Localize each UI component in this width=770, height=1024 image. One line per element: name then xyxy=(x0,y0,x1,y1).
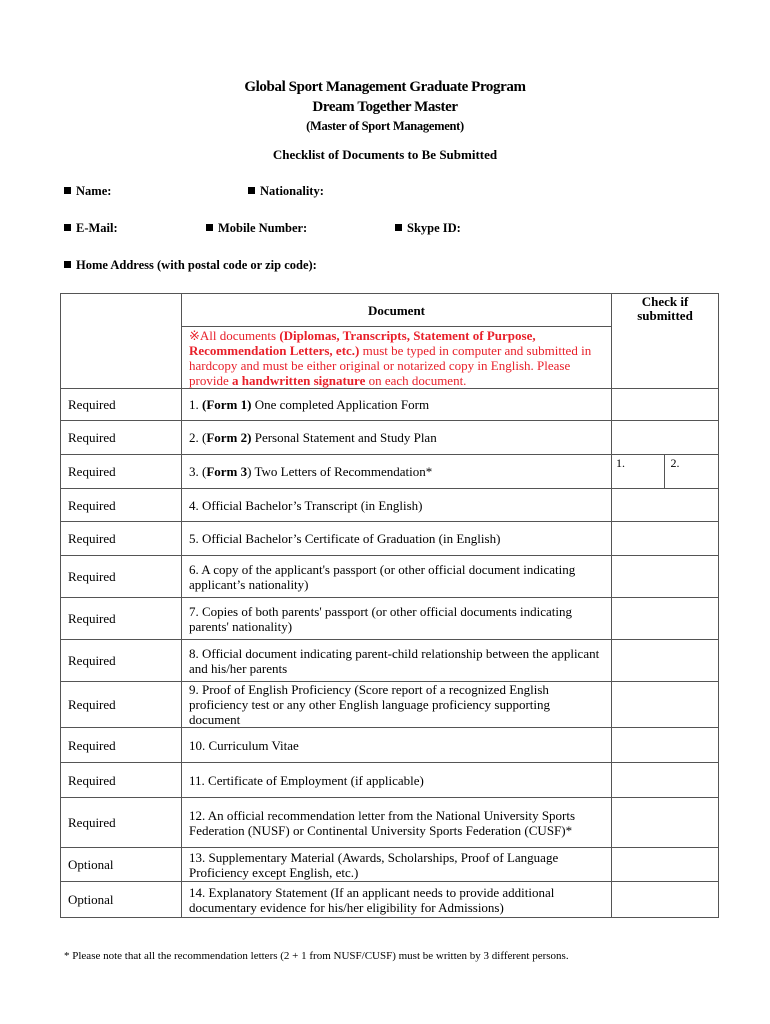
table-row xyxy=(61,598,719,640)
table-row xyxy=(61,389,719,421)
row-document: 8. Official document indicating parent-child relationship between the applicant and his/her parents xyxy=(182,640,612,682)
row-document: 5. Official Bachelor’s Certificate of Graduation (in English) xyxy=(182,522,612,556)
check-cell[interactable] xyxy=(612,682,719,728)
check-cell[interactable] xyxy=(612,763,719,798)
nationality-label: Nationality: xyxy=(260,184,324,198)
footnote: * Please note that all the recommendation letters (2 + 1 from NUSF/CUSF) must be written by 3 different persons. xyxy=(64,950,569,962)
table-row xyxy=(61,848,719,882)
email-field[interactable] xyxy=(64,221,118,236)
row-status: Optional xyxy=(61,848,182,882)
row-num: 3. ( xyxy=(189,464,207,479)
table-row xyxy=(61,489,719,522)
name-label: Name: xyxy=(76,184,112,198)
row-document: 6. A copy of the applicant's passport (or other official document indicating applicant’s nationality) xyxy=(182,556,612,598)
row-status: Required xyxy=(61,556,182,598)
bullet-square-icon xyxy=(64,224,71,231)
table-row xyxy=(61,682,719,728)
row-status: Required xyxy=(61,598,182,640)
row-status: Optional xyxy=(61,882,182,918)
note-suffix: on each document. xyxy=(365,372,467,388)
degree-name: (Master of Sport Management) xyxy=(306,119,464,133)
status-header-cell xyxy=(61,294,182,389)
row-status: Required xyxy=(61,640,182,682)
program-subtitle: Dream Together Master xyxy=(312,99,458,115)
check-cell[interactable] xyxy=(612,728,719,763)
mobile-field[interactable] xyxy=(206,221,307,236)
table-row xyxy=(61,421,719,455)
row-form: Form 3 xyxy=(206,464,248,479)
bullet-square-icon xyxy=(395,224,402,231)
rec-check-2[interactable]: 2. xyxy=(670,456,680,470)
table-row xyxy=(61,763,719,798)
row-document: 13. Supplementary Material (Awards, Scholarships, Proof of Language Proficiency except English, etc.) xyxy=(182,848,612,882)
mobile-label: Mobile Number: xyxy=(218,221,308,235)
note-mid: must be typed in computer and submitted in hardcopy and must be either original or notarized copy in English. Please provide xyxy=(189,342,592,388)
checklist-title: Checklist of Documents to Be Submitted xyxy=(272,147,498,162)
table-row xyxy=(61,455,719,489)
address-label: Home Address (with postal code or zip code): xyxy=(76,258,317,272)
row-num: 2. ( xyxy=(189,430,207,445)
row-document: 14. Explanatory Statement (If an applicant needs to provide additional documentary evidence for his/her eligibility for Admissions) xyxy=(182,882,612,918)
check-cell[interactable] xyxy=(612,522,719,556)
email-label: E-Mail: xyxy=(76,221,118,235)
rec-check-1[interactable]: 1. xyxy=(612,455,665,488)
documents-table xyxy=(60,293,719,918)
check-cell[interactable] xyxy=(612,848,719,882)
document-header: Document xyxy=(182,294,612,327)
bullet-square-icon xyxy=(206,224,213,231)
skype-label: Skype ID: xyxy=(407,221,461,235)
table-row xyxy=(61,882,719,918)
note-prefix: ※All documents xyxy=(189,327,280,343)
table-header-row xyxy=(61,294,719,327)
row-status: Required xyxy=(61,455,182,489)
name-field[interactable] xyxy=(64,184,111,199)
row-status: Required xyxy=(61,763,182,798)
row-document xyxy=(182,421,612,455)
skype-field[interactable] xyxy=(395,221,461,236)
row-status: Required xyxy=(61,682,182,728)
table-row xyxy=(61,522,719,556)
check-cell[interactable] xyxy=(612,882,719,918)
bullet-square-icon xyxy=(64,187,71,194)
row-document: 7. Copies of both parents' passport (or other official documents indicating parents' nationality) xyxy=(182,598,612,640)
row-status: Required xyxy=(61,389,182,421)
bullet-square-icon xyxy=(248,187,255,194)
nationality-field[interactable] xyxy=(248,184,324,199)
check-cell[interactable] xyxy=(612,598,719,640)
check-cell[interactable] xyxy=(612,556,719,598)
row-document: 9. Proof of English Proficiency (Score report of a recognized English proficiency test or any other English language proficiency supporting document xyxy=(182,682,612,728)
check-cell[interactable] xyxy=(612,798,719,848)
table-row xyxy=(61,728,719,763)
address-field[interactable] xyxy=(64,258,317,273)
row-document: 11. Certificate of Employment (if applicable) xyxy=(182,763,612,798)
check-cell[interactable] xyxy=(612,421,719,455)
row-status: Required xyxy=(61,798,182,848)
check-cell-split xyxy=(612,455,719,489)
check-cell[interactable] xyxy=(612,389,719,421)
row-document xyxy=(182,455,612,489)
row-document: 4. Official Bachelor’s Transcript (in English) xyxy=(182,489,612,522)
row-document xyxy=(182,389,612,421)
check-cell[interactable] xyxy=(612,640,719,682)
row-status: Required xyxy=(61,421,182,455)
row-document: 10. Curriculum Vitae xyxy=(182,728,612,763)
row-form: (Form 1) xyxy=(202,397,252,412)
table-row xyxy=(61,798,719,848)
bullet-square-icon xyxy=(64,261,71,268)
row-status: Required xyxy=(61,728,182,763)
note-bold-signature: a handwritten signature xyxy=(231,372,366,388)
table-row xyxy=(61,556,719,598)
note-bold-docs: (Diplomas, Transcripts, Statement of Purpose, Recommendation Letters, etc.) xyxy=(189,327,536,358)
check-cell[interactable] xyxy=(612,489,719,522)
submission-note xyxy=(182,327,612,389)
row-status: Required xyxy=(61,522,182,556)
row-document: 12. An official recommendation letter from the National University Sports Federation (NUSF) or Continental University Sports Federation (CUSF)* xyxy=(182,798,612,848)
row-num: 1. xyxy=(189,397,202,412)
check-header: Check if submitted xyxy=(612,294,719,389)
row-status: Required xyxy=(61,489,182,522)
program-title: Global Sport Management Graduate Program xyxy=(244,79,526,95)
row-text: Personal Statement and Study Plan xyxy=(251,430,437,445)
row-form: Form 2) xyxy=(206,430,252,445)
table-row xyxy=(61,640,719,682)
row-text: One completed Application Form xyxy=(251,397,430,412)
row-text: ) Two Letters of Recommendation* xyxy=(247,464,433,479)
